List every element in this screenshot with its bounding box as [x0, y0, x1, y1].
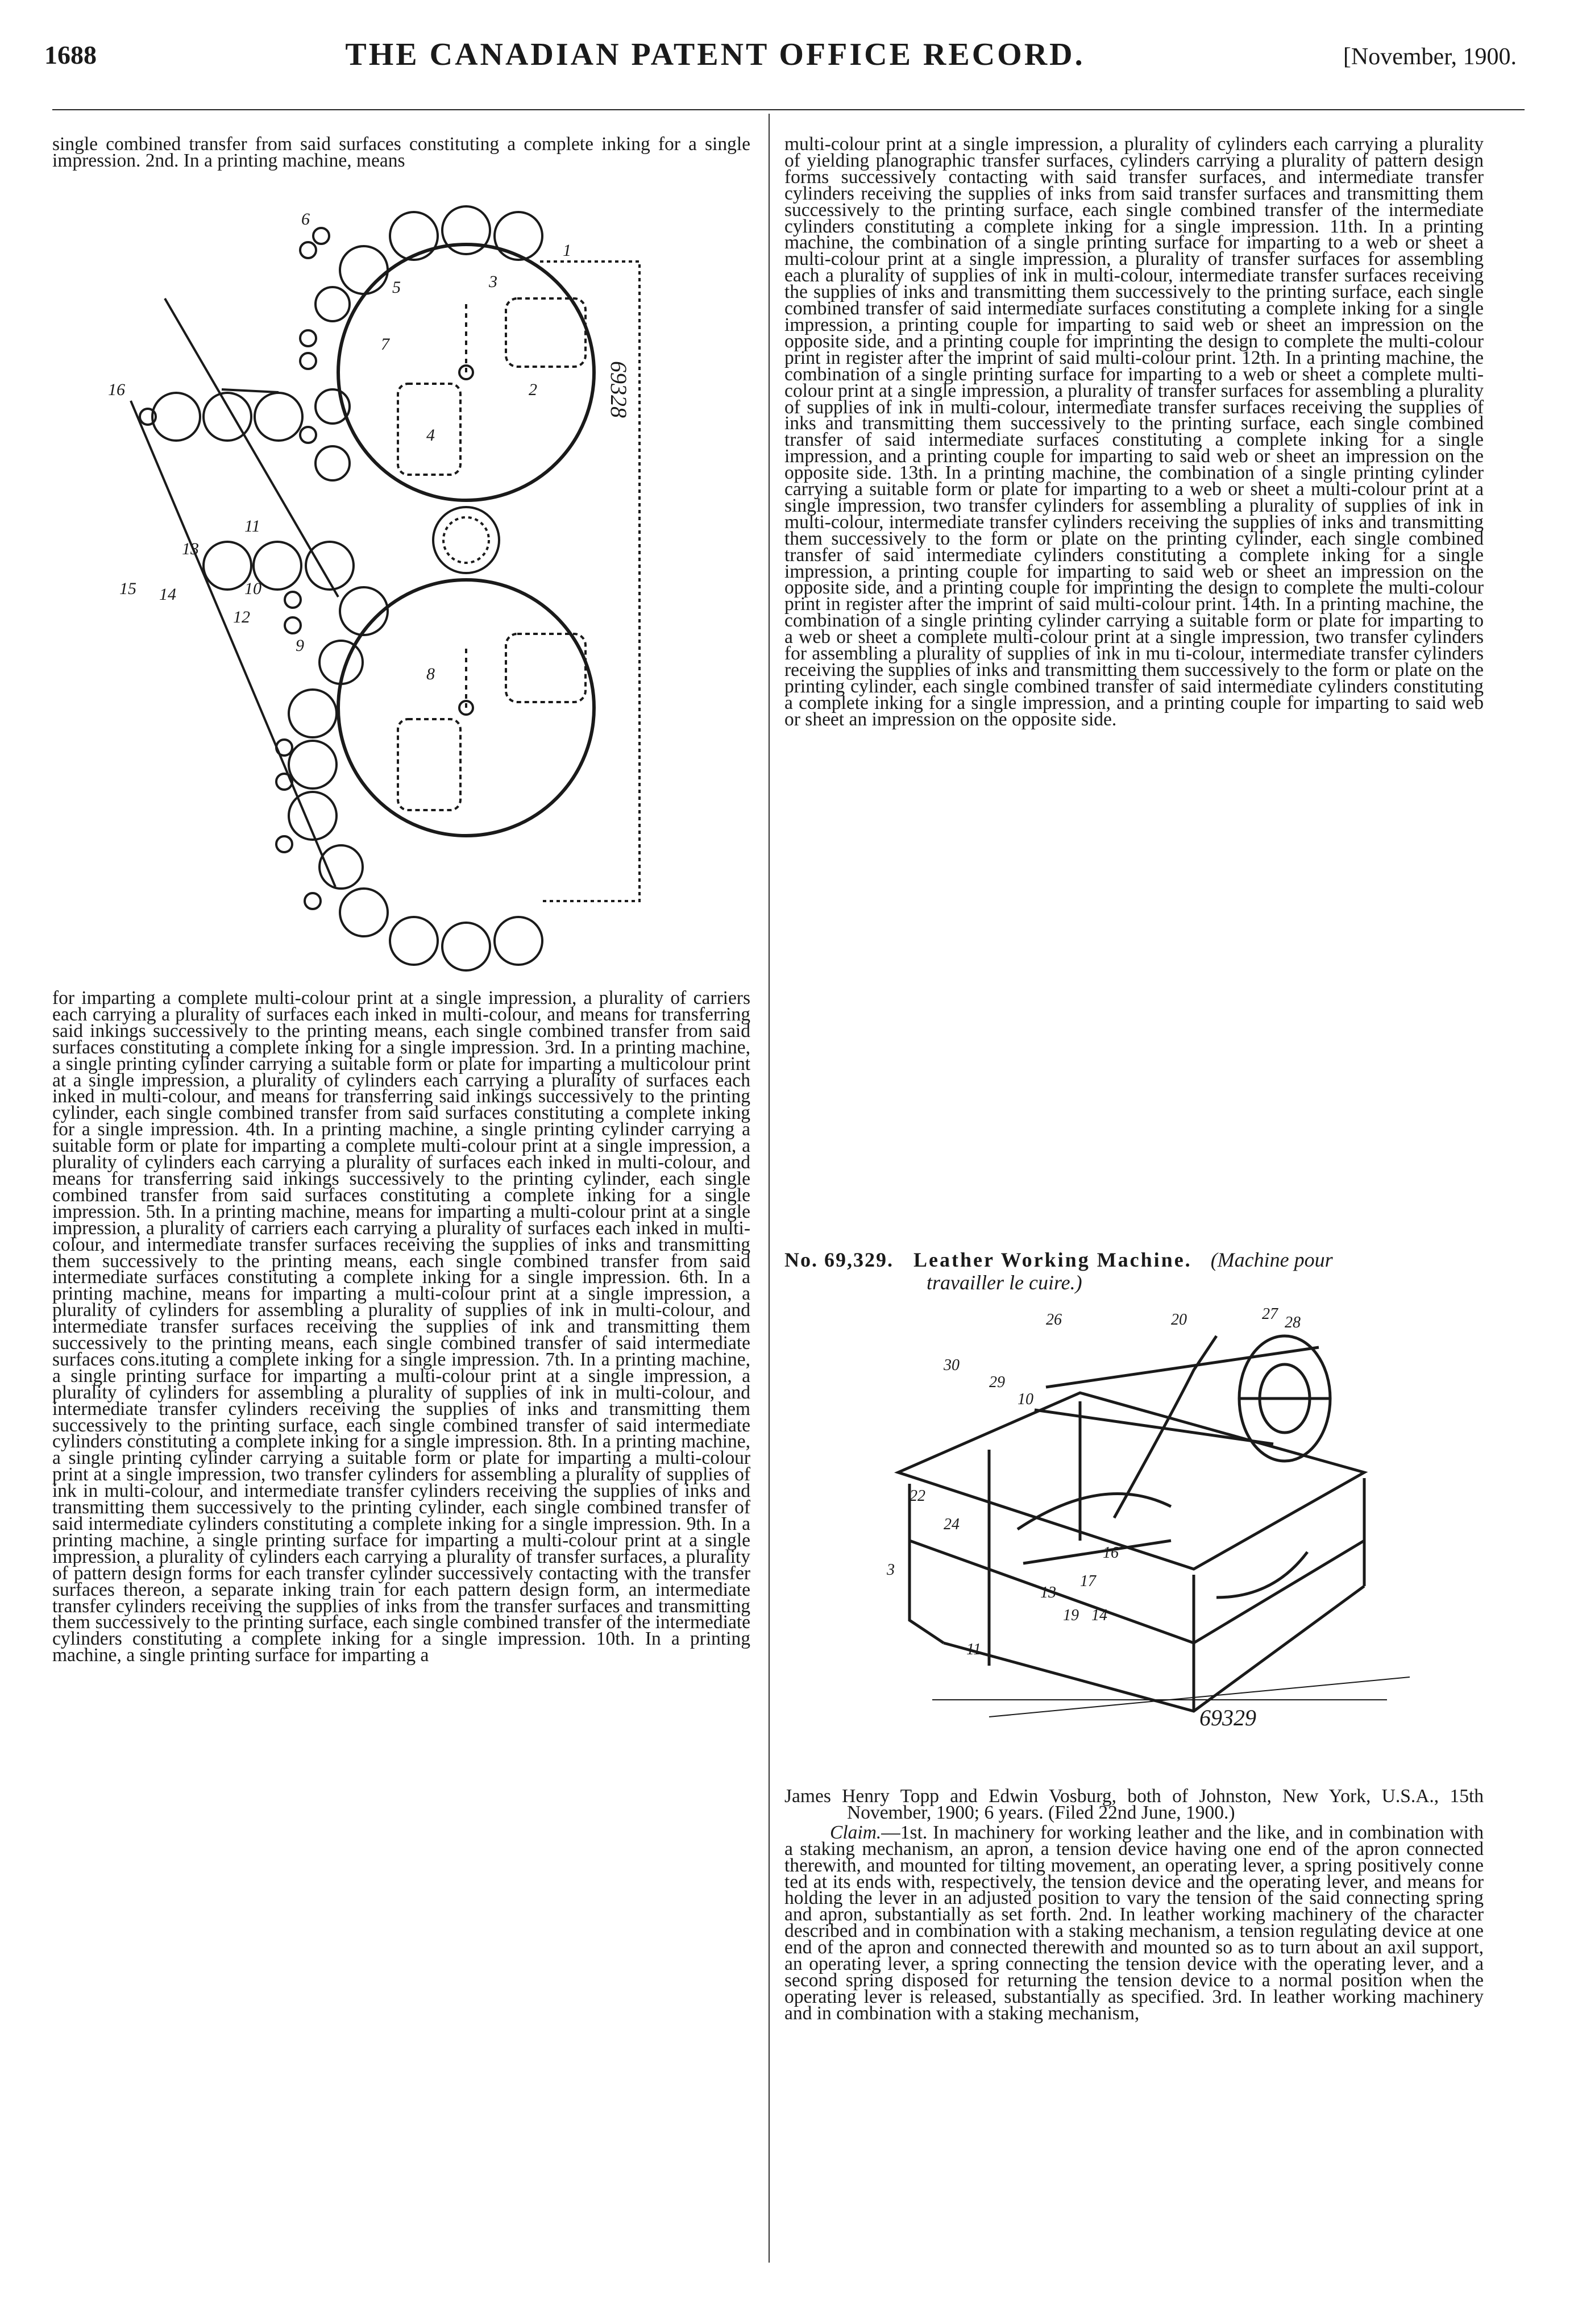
figure-label-14: 14 — [159, 585, 176, 604]
machine-label-11: 11 — [966, 1641, 981, 1658]
figure-label-10: 10 — [244, 579, 261, 598]
left-column-main-text — [52, 987, 750, 1666]
figure-label-11: 11 — [244, 517, 260, 536]
machine-label-29: 29 — [989, 1373, 1005, 1391]
left-column-top-text — [52, 136, 750, 169]
figure-label-16: 16 — [108, 380, 125, 399]
figure-label-2: 2 — [529, 380, 537, 399]
page-number: 1688 — [44, 40, 97, 69]
french-title: (Machine pour — [1210, 1248, 1333, 1271]
machine-label-24: 24 — [944, 1516, 960, 1533]
claim-paragraph — [784, 1821, 1484, 2024]
figure-label-4: 4 — [426, 426, 435, 445]
machine-figure-number: 69329 — [1199, 1705, 1256, 1730]
figure-label-5: 5 — [392, 278, 401, 297]
header-rule — [52, 109, 1525, 110]
claim-label: Claim. — [830, 1821, 882, 1843]
figure-label-12: 12 — [233, 608, 250, 626]
patent-entry-body — [784, 1788, 1484, 2022]
invention-title: Leather Working Machine. — [913, 1248, 1192, 1271]
printing-machine-drawing — [97, 202, 745, 972]
claims-text-left: for imparting a complete multi-colour print at a single impression, a plurality of carriers each carrying a plurality of surfaces each inked in multi-colour, and means for transferring said inkings successively to the printing means, each single combined transfer from said surfaces constituting a complete inking for a single impression. 3rd. In a printing machine, a single printing cylinder carrying a suitable form or plate for imparting a multicolour print at a single impression, a plurality of cylinders each carrying a plurality of surfaces each inked in multi-colour, and means for transferring said inkings successively to the printing cylinder, each single combined transfer from said surfaces constituting a complete inking for a single impression. 4th. In a printing machine, a single printing cylinder carrying a suitable form or plate for imparting a complete multi-colour print at a single impression, a plurality of cylinders each carrying a plurality of surfaces each inked in multi-colour, and means for transferring said inkings successively to the printing cylinder, each single combined transfer from said surfaces constituting a complete inking for a single impression. 5th. In a printing machine, means for imparting a multi-colour print at a single impression, a plurality of carriers each carrying a plurality of surfaces each inked in multi-colour, and intermediate transfer surfaces receiving the supplies of inks and transmitting them successively to the printing means, each single combined transfer from said intermediate surfaces constituting a complete inking for a single impression. 6th. In a printing machine, means for imparting a multi-colour print at a single impression, a plurality of cylinders for assembling a plurality of supplies of ink in multi-colour, and intermediate transfer surfaces receiving the supplies of ink and transmitting them successively to the printing means, each single combined transfer of said intermediate surfaces cons.ituting a complete inking for a single impression. 7th. In a printing machine, a single printing surface for imparting a multi-colour print at a single impression, a plurality of cylinders for assembling a plurality of supplies of ink in multi-colour, and intermediate transfer cylinders receiving the supplies of inks and transmitting them successively to the printing surface, each single combined transfer of said intermediate cylinders constituting a complete inking for a single impression. 8th. In a printing machine, a single printing cylinder carrying a suitable form or plate for imparting a multi-colour print at a single impression, two transfer cylinders for assembling a plurality of supplies of ink in multi-colour, and intermediate transfer cylinders receiving the supplies of inks and transmitting them successively to the printing cylinder, each single combined transfer of said intermediate cylinders constituting a complete inking for a single impression. 9th. In a printing machine, a single printing surface for imparting a multi-colour print at a single impression, a plurality of cylinders each carrying a plurality of transfer surfaces, a plurality of pattern design forms for each transfer cylinder successively contacting with the transfer surfaces thereon, a separate inking train for each pattern design form, an intermediate transfer cylinders receiving the supplies of inks from the transfer surfaces and transmitting them successively to the printing surface, each single combined transfer of the intermediate cylinders constituting a complete inking for a single impression. 10th. In a printing machine, a single printing surface for imparting a — [52, 987, 750, 1666]
printing-machine-figure — [97, 202, 745, 972]
figure-label-13: 13 — [182, 540, 199, 558]
machine-label-26: 26 — [1046, 1311, 1062, 1329]
claims-continued-text: single combined transfer from said surfaces constituting a complete inking for a single impression. 2nd. In a printing machine, means — [52, 134, 750, 171]
patent-entry-heading — [784, 1248, 1484, 1294]
figure-patent-number: 69328 — [606, 361, 632, 418]
french-title-continued: travailler le cuire.) — [927, 1271, 1082, 1294]
journal-title: THE CANADIAN PATENT OFFICE RECORD. — [345, 37, 1085, 72]
leather-machine-drawing — [875, 1302, 1421, 1734]
issue-date: [November, 1900. — [1343, 44, 1517, 70]
figure-label-1: 1 — [563, 241, 571, 260]
machine-label-20: 20 — [1171, 1311, 1187, 1329]
figure-label-9: 9 — [296, 636, 304, 655]
figure-label-6: 6 — [301, 210, 310, 229]
claims-text-right: multi-colour print at a single impression, a plurality of cylinders each carrying a plurality of yielding planographic transfer surfaces, cylinders carrying a plurality of pattern design forms successively contacting with said transfer surfaces, and intermediate transfer cylinders receiving the supplies of inks from said transfer surfaces and transmitting them successively to the printing surface, each single combined transfer of the intermediate cylinders constituting a complete inking for a single impression. 11th. In a printing machine, the combination of a single printing surface for imparting to a web or sheet a multi-colour print at a single impression, a plurality of transfer surfaces for assembling each a plurality of supplies of ink in multi-colour, intermediate transfer surfaces receiving the supplies of inks and transmitting them successively to the printing surface, each single combined transfer of said intermediate surfaces constituting a complete inking for a single impression, a printing couple for imparting to said web or sheet an impression on the opposite side, and a printing couple for imprinting the design to complete the multi-colour print in register after the imprint of said multi-colour print. 12th. In a printing machine, the combination of a single printing surface for imparting to a web or sheet a complete multi-colour print at a single impression, a plurality of transfer surfaces for assembling a plurality of supplies of ink in multi-colour, intermediate transfer surfaces receiving the supplies of inks and transmitting them successively to the printing surface, each single combined transfer of said intermediate surfaces constituting a complete inking for a single impression, and a printing couple for imparting to said web or sheet an impression on the opposite side. 13th. In a printing machine, the combination of a single printing cylinder carrying a suitable form or plate for imparting to a web or sheet a multi-colour print at a single impression, two transfer cylinders for assembling a plurality of supplies of ink in multi-colour, intermediate transfer cylinders receiving the supplies of inks and transmitting them successively to the form or plate on the printing cylinder, each single combined transfer of said intermediate cylinders constituting a complete inking for a single impression, a printing couple for imparting to said web or sheet an impression on the opposite side, and a printing couple for imprinting the design to complete the multi-colour print in register after the imprint of said multi-colour print. 14th. In a printing machine, the combination of a single printing cylinder carrying a suitable form or plate for imparting to a web or sheet a complete multi-colour print at a single impression, two transfer cylinders for assembling a plurality of supplies of ink in mu ti-colour, intermediate transfer cylinders receiving the supplies of inks and transmitting them successively to the form or plate on the printing cylinder, each single combined transfer of said intermediate cylinders constituting a complete inking for a single impression, and a printing couple for imparting to said web or sheet an impression on the opposite side. — [784, 134, 1484, 730]
machine-label-3: 3 — [887, 1561, 895, 1579]
machine-label-10: 10 — [1018, 1391, 1033, 1408]
machine-label-30: 30 — [944, 1356, 960, 1374]
figure-label-8: 8 — [426, 665, 435, 683]
figure-label-7: 7 — [381, 335, 389, 354]
machine-label-22: 22 — [910, 1487, 925, 1505]
patent-number: No. 69,329. — [784, 1248, 894, 1271]
leather-machine-figure — [875, 1302, 1421, 1734]
machine-label-28: 28 — [1285, 1314, 1301, 1331]
machine-label-14: 14 — [1091, 1607, 1107, 1624]
machine-label-19: 19 — [1063, 1607, 1079, 1624]
machine-label-16: 16 — [1103, 1544, 1119, 1562]
column-divider — [769, 114, 770, 2263]
inventor-line: James Henry Topp and Edwin Vosburg, both of Johnston, New York, U.S.A., 15th November, 1900; 6 years. (Filed 22nd June, 1900.) — [784, 1786, 1484, 1823]
machine-label-17: 17 — [1080, 1572, 1096, 1590]
page-header — [44, 36, 1528, 82]
machine-label-13: 13 — [1040, 1584, 1056, 1601]
figure-label-15: 15 — [119, 579, 136, 598]
figure-label-3: 3 — [489, 272, 497, 291]
machine-label-27: 27 — [1262, 1305, 1278, 1323]
right-column-main-text — [784, 136, 1484, 728]
claim-text: —1st. In machinery for working leather and the like, and in combination with a staking mechanism, an apron, a tension device having one end of the apron connected therewith, and mounted for tilting movement, an operating lever, a spring positively conne ted at its ends with, respectively, the tension device and the operating lever, and means for holding the lever in an adjusted position to vary the tension of the said connecting spring and apron, substantially as set forth. 2nd. In leather working machinery of the character described and in combination with a staking mechanism, a tension regulating device at one end of the apron and connected therewith and mounted so as to turn about an axil support, an operating lever, a spring connecting the tension device with the operating lever, and a second spring disposed for returning the tension device to a normal position when the operating lever is released, substantially as specified. 3rd. In leather working machinery and in combination with a staking mechanism, — [784, 1821, 1484, 2024]
